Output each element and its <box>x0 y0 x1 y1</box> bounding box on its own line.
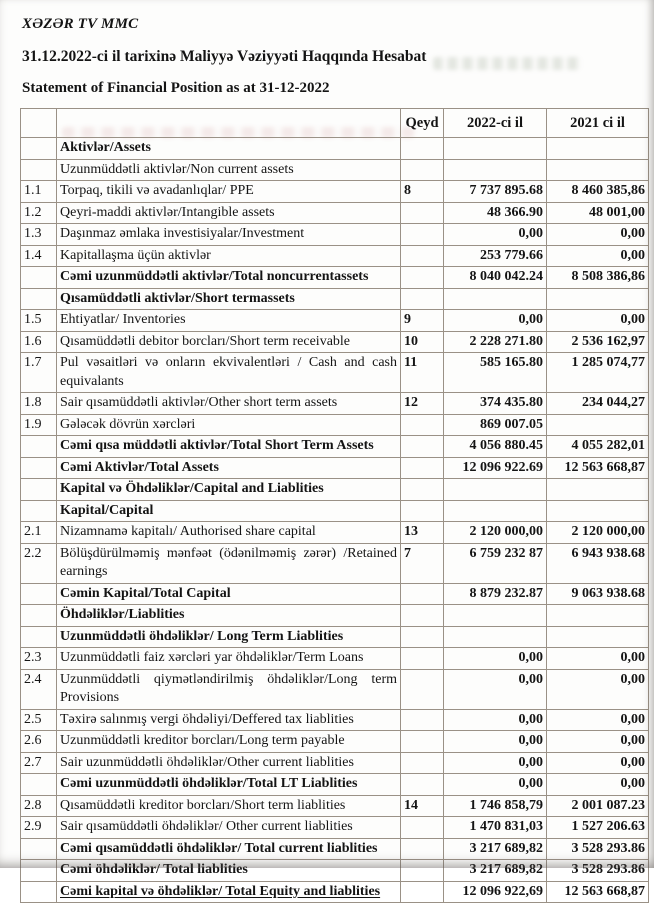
row-note-number <box>401 583 444 605</box>
row-value-2022: 12 096 922,69 <box>444 881 547 903</box>
row-value-2022: 585 165.80 <box>444 353 547 393</box>
row-index: 2.2 <box>21 543 57 583</box>
row-value-2021 <box>547 479 649 501</box>
table-row <box>21 817 649 839</box>
row-description: Qeyri-maddi aktivlər/Intangible assets <box>57 202 401 224</box>
row-value-2022: 48 366.90 <box>444 202 547 224</box>
row-index <box>21 267 57 289</box>
row-description: Gələcək dövrün xərcləri <box>57 414 401 436</box>
row-description: Qısamüddətli debitor borcları/Short term receivable <box>57 331 401 353</box>
table-row <box>21 543 649 583</box>
row-value-2021: 48 001,00 <box>547 202 649 224</box>
row-value-2022: 1 746 858,79 <box>444 795 547 817</box>
row-value-2022 <box>444 288 547 310</box>
row-value-2021: 2 536 162,97 <box>547 331 649 353</box>
row-index: 2.3 <box>21 648 57 670</box>
row-value-2021: 8 508 386,86 <box>547 267 649 289</box>
table-row <box>21 353 649 393</box>
table-row <box>21 731 649 753</box>
row-value-2021 <box>547 500 649 522</box>
row-note-number: 9 <box>401 310 444 332</box>
row-description: Kapitallaşma üçün aktivlər <box>57 245 401 267</box>
row-index: 1.5 <box>21 310 57 332</box>
row-value-2022: 0,00 <box>444 224 547 246</box>
row-note-number: 14 <box>401 795 444 817</box>
row-note-number <box>401 202 444 224</box>
row-value-2021: 6 943 938.68 <box>547 543 649 583</box>
row-description: Nizamnamə kapitalı/ Authorised share capital <box>57 522 401 544</box>
table-row <box>21 288 649 310</box>
row-value-2022: 0,00 <box>444 310 547 332</box>
row-note-number <box>401 731 444 753</box>
table-row <box>21 479 649 501</box>
row-value-2021: 3 528 293.86 <box>547 838 649 860</box>
table-row <box>21 774 649 796</box>
row-index: 1.4 <box>21 245 57 267</box>
row-description: Kapital/Capital <box>57 500 401 522</box>
row-value-2022: 0,00 <box>444 648 547 670</box>
row-value-2022: 0,00 <box>444 752 547 774</box>
row-index: 2.1 <box>21 522 57 544</box>
row-description: Cəmi Aktivlər/Total Assets <box>57 457 401 479</box>
row-value-2021: 2 120 000,00 <box>547 522 649 544</box>
table-row <box>21 605 649 627</box>
row-value-2021: 0,00 <box>547 731 649 753</box>
row-description: Ehtiyatlar/ Inventories <box>57 310 401 332</box>
row-index: 2.4 <box>21 669 57 709</box>
row-value-2022 <box>444 500 547 522</box>
row-index: 2.6 <box>21 731 57 753</box>
company-title: XƏZƏR TV MMC <box>22 16 139 32</box>
row-note-number <box>401 709 444 731</box>
row-note-number: 11 <box>401 353 444 393</box>
table-row <box>21 648 649 670</box>
row-description: Sair uzunmüddətli öhdəliklər/Other current liablities <box>57 752 401 774</box>
report-title-az: 31.12.2022-ci il tarixinə Maliyyə Vəziyyəti Haqqında Hesabat <box>22 48 427 65</box>
row-value-2022: 0,00 <box>444 709 547 731</box>
row-note-number <box>401 138 444 160</box>
document-header <box>0 0 654 97</box>
table-body <box>21 138 649 903</box>
row-value-2021: 0,00 <box>547 774 649 796</box>
row-index: 2.7 <box>21 752 57 774</box>
table-row <box>21 795 649 817</box>
table-row <box>21 267 649 289</box>
row-value-2021: 12 563 668,87 <box>547 457 649 479</box>
row-value-2021: 1 527 206.63 <box>547 817 649 839</box>
row-value-2022: 253 779.66 <box>444 245 547 267</box>
table-row <box>21 881 649 903</box>
table-row <box>21 159 649 181</box>
row-value-2022: 8 879 232.87 <box>444 583 547 605</box>
row-note-number <box>401 626 444 648</box>
row-description: Cəmi qısamüddətli öhdəliklər/ Total current liablities <box>57 838 401 860</box>
row-description: Cəmi kapital və öhdəliklər/ Total Equity and liablities <box>57 881 401 903</box>
row-index: 1.2 <box>21 202 57 224</box>
row-note-number <box>401 860 444 882</box>
table-row <box>21 752 649 774</box>
table-row <box>21 457 649 479</box>
row-note-number: 13 <box>401 522 444 544</box>
row-note-number <box>401 414 444 436</box>
table-row <box>21 310 649 332</box>
row-index <box>21 138 57 160</box>
row-note-number <box>401 669 444 709</box>
row-index: 1.6 <box>21 331 57 353</box>
table-row <box>21 860 649 882</box>
row-value-2021: 0,00 <box>547 752 649 774</box>
row-description: Uzunmüddətli aktivlər/Non current assets <box>57 159 401 181</box>
table-row <box>21 838 649 860</box>
row-value-2021: 2 001 087.23 <box>547 795 649 817</box>
row-index: 1.9 <box>21 414 57 436</box>
row-value-2022: 6 759 232 87 <box>444 543 547 583</box>
row-description: Cəmi öhdəliklər/ Total liablities <box>57 860 401 882</box>
row-value-2021: 1 285 074,77 <box>547 353 649 393</box>
row-description: Pul vəsaitləri və onların ekvivalentləri / Cash and cash equivalants <box>57 353 401 393</box>
row-index: 1.7 <box>21 353 57 393</box>
row-value-2022: 374 435.80 <box>444 393 547 415</box>
row-value-2021: 0,00 <box>547 224 649 246</box>
row-value-2021: 12 563 668,87 <box>547 881 649 903</box>
row-value-2021: 234 044,27 <box>547 393 649 415</box>
row-note-number <box>401 288 444 310</box>
table-row <box>21 436 649 458</box>
row-index <box>21 288 57 310</box>
row-value-2021 <box>547 626 649 648</box>
row-value-2022: 3 217 689,82 <box>444 838 547 860</box>
row-description: Torpaq, tikili və avadanlıqlar/ PPE <box>57 181 401 203</box>
table-row <box>21 669 649 709</box>
row-note-number <box>401 752 444 774</box>
row-index <box>21 860 57 882</box>
row-description: Uzunmüddətli öhdəliklər/ Long Term Liablities <box>57 626 401 648</box>
row-index <box>21 500 57 522</box>
row-note-number <box>401 457 444 479</box>
header-cell-empty-num <box>21 109 57 138</box>
row-note-number <box>401 648 444 670</box>
row-description: Sair qısamüddətli aktivlər/Other short term assets <box>57 393 401 415</box>
row-value-2022: 0,00 <box>444 774 547 796</box>
row-value-2022 <box>444 626 547 648</box>
table-row <box>21 224 649 246</box>
row-note-number <box>401 224 444 246</box>
table-row <box>21 626 649 648</box>
row-value-2022 <box>444 479 547 501</box>
financial-position-table <box>20 108 649 903</box>
row-index <box>21 583 57 605</box>
row-value-2021 <box>547 414 649 436</box>
table-row <box>21 181 649 203</box>
header-cell-empty-desc <box>57 109 401 138</box>
table-row <box>21 522 649 544</box>
row-value-2021 <box>547 138 649 160</box>
row-description: Qısamüddətli kreditor borcları/Short term liablities <box>57 795 401 817</box>
row-value-2022: 0,00 <box>444 731 547 753</box>
row-value-2021: 9 063 938.68 <box>547 583 649 605</box>
table-row <box>21 500 649 522</box>
row-description: Cəmin Kapital/Total Capital <box>57 583 401 605</box>
table-row <box>21 393 649 415</box>
row-value-2021: 0,00 <box>547 310 649 332</box>
header-cell-note: Qeyd <box>401 109 444 138</box>
row-value-2022: 2 228 271.80 <box>444 331 547 353</box>
row-value-2021: 0,00 <box>547 709 649 731</box>
row-value-2021: 3 528 293.86 <box>547 860 649 882</box>
table-header-row <box>21 109 649 138</box>
row-note-number <box>401 159 444 181</box>
row-index <box>21 881 57 903</box>
row-index <box>21 159 57 181</box>
table-row <box>21 709 649 731</box>
row-description: Cəmi qısa müddətli aktivlər/Total Short Term Assets <box>57 436 401 458</box>
row-note-number <box>401 245 444 267</box>
table-row <box>21 202 649 224</box>
row-value-2022 <box>444 138 547 160</box>
row-description: Daşınmaz əmlaka investisiyalar/Investment <box>57 224 401 246</box>
row-index: 2.8 <box>21 795 57 817</box>
row-value-2022: 869 007.05 <box>444 414 547 436</box>
row-index <box>21 605 57 627</box>
row-description: Uzunmüddətli qiymətləndirilmiş öhdəliklər/Long term Provisions <box>57 669 401 709</box>
row-note-number: 7 <box>401 543 444 583</box>
row-index: 1.8 <box>21 393 57 415</box>
row-value-2022: 4 056 880.45 <box>444 436 547 458</box>
row-note-number <box>401 605 444 627</box>
row-description: Qısamüddətli aktivlər/Short termassets <box>57 288 401 310</box>
row-value-2021: 8 460 385,86 <box>547 181 649 203</box>
row-index: 2.5 <box>21 709 57 731</box>
row-index <box>21 479 57 501</box>
row-note-number <box>401 479 444 501</box>
row-index <box>21 457 57 479</box>
row-index: 1.1 <box>21 181 57 203</box>
row-note-number <box>401 774 444 796</box>
row-description: Kapital və Öhdəliklər/Capital and Liablities <box>57 479 401 501</box>
table-row <box>21 583 649 605</box>
header-cell-year-2021: 2021 ci il <box>547 109 649 138</box>
row-value-2022 <box>444 605 547 627</box>
row-value-2022: 12 096 922.69 <box>444 457 547 479</box>
row-description: Aktivlər/Assets <box>57 138 401 160</box>
row-value-2022: 3 217 689,82 <box>444 860 547 882</box>
row-index: 2.9 <box>21 817 57 839</box>
header-cell-year-2022: 2022-ci il <box>444 109 547 138</box>
row-value-2021: 4 055 282,01 <box>547 436 649 458</box>
row-description: Bölüşdürülməmiş mənfəət (ödənilməmiş zərər) /Retained earnings <box>57 543 401 583</box>
row-description: Cəmi uzunmüddətli aktivlər/Total noncurrentassets <box>57 267 401 289</box>
row-value-2022: 8 040 042.24 <box>444 267 547 289</box>
row-description: Sair qısamüddətli öhdəliklər/ Other current liablities <box>57 817 401 839</box>
row-index <box>21 626 57 648</box>
row-note-number <box>401 436 444 458</box>
row-value-2021: 0,00 <box>547 245 649 267</box>
row-note-number <box>401 838 444 860</box>
row-value-2022: 2 120 000,00 <box>444 522 547 544</box>
row-description: Uzunmüddətli kreditor borcları/Long term payable <box>57 731 401 753</box>
row-value-2021 <box>547 159 649 181</box>
row-note-number <box>401 267 444 289</box>
table-row <box>21 331 649 353</box>
row-index <box>21 838 57 860</box>
row-description: Təxirə salınmış vergi öhdəliyi/Deffered tax liablities <box>57 709 401 731</box>
row-note-number: 12 <box>401 393 444 415</box>
row-index <box>21 436 57 458</box>
row-value-2022 <box>444 159 547 181</box>
row-note-number <box>401 881 444 903</box>
row-value-2021 <box>547 288 649 310</box>
table-row <box>21 245 649 267</box>
row-note-number <box>401 817 444 839</box>
row-value-2022: 0,00 <box>444 669 547 709</box>
row-value-2022: 7 737 895.68 <box>444 181 547 203</box>
row-value-2022: 1 470 831,03 <box>444 817 547 839</box>
row-description: Uzunmüddətli faiz xərcləri yar öhdəliklər/Term Loans <box>57 648 401 670</box>
row-value-2021: 0,00 <box>547 648 649 670</box>
table-row <box>21 138 649 160</box>
row-description: Cəmi uzunmüddətli öhdəliklər/Total LT Liablities <box>57 774 401 796</box>
report-title-en: Statement of Financial Position as at 31-12-2022 <box>22 80 330 96</box>
row-index <box>21 774 57 796</box>
table-row <box>21 414 649 436</box>
row-note-number: 10 <box>401 331 444 353</box>
row-index: 1.3 <box>21 224 57 246</box>
row-value-2021: 0,00 <box>547 669 649 709</box>
row-note-number <box>401 500 444 522</box>
row-value-2021 <box>547 605 649 627</box>
row-description: Öhdəliklər/Liablities <box>57 605 401 627</box>
row-note-number: 8 <box>401 181 444 203</box>
